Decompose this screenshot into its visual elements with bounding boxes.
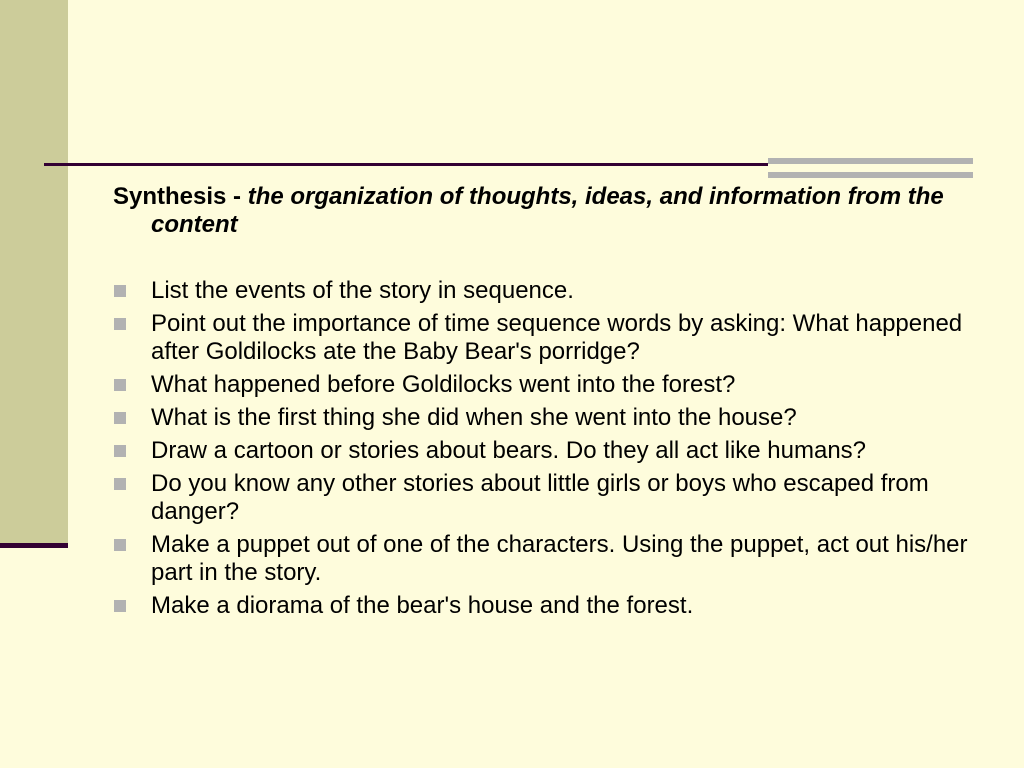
- list-item-text: What is the first thing she did when she went into the house?: [151, 404, 797, 431]
- list-item: [113, 592, 973, 620]
- list-item-text: Do you know any other stories about little girls or boys who escaped from danger?: [151, 470, 929, 525]
- list-item-text: Point out the importance of time sequence words by asking: What happened after Goldilocks ate the Baby Bear's porridge?: [151, 310, 963, 365]
- left-side-band: [0, 0, 68, 548]
- square-bullet-icon: [114, 478, 126, 490]
- list-item: [113, 404, 973, 432]
- heading-term: Synthesis -: [113, 183, 248, 210]
- square-bullet-icon: [114, 379, 126, 391]
- list-item: [113, 470, 973, 526]
- list-item-text: Make a puppet out of one of the characters. Using the puppet, act out his/her part in the story.: [151, 531, 968, 586]
- bullet-list: [113, 277, 973, 620]
- square-bullet-icon: [114, 285, 126, 297]
- list-item-text: Draw a cartoon or stories about bears. Do they all act like humans?: [151, 437, 867, 464]
- slide-heading: [113, 183, 973, 239]
- left-band-bottom-rule: [0, 543, 68, 548]
- list-item: [113, 371, 973, 399]
- square-bullet-icon: [114, 600, 126, 612]
- list-item-text: List the events of the story in sequence.: [151, 277, 574, 304]
- square-bullet-icon: [114, 539, 126, 551]
- square-bullet-icon: [114, 318, 126, 330]
- list-item-text: Make a diorama of the bear's house and the forest.: [151, 592, 694, 619]
- list-item: [113, 277, 973, 305]
- heading-definition: the organization of thoughts, ideas, and information from the content: [151, 183, 944, 238]
- list-item: [113, 437, 973, 465]
- accent-bar-bottom: [768, 172, 973, 178]
- list-item: [113, 531, 973, 587]
- square-bullet-icon: [114, 412, 126, 424]
- slide-content: [113, 183, 973, 625]
- list-item: [113, 310, 973, 366]
- list-item-text: What happened before Goldilocks went into the forest?: [151, 371, 736, 398]
- accent-bar-top: [768, 158, 973, 164]
- title-divider-rule: [44, 163, 768, 166]
- square-bullet-icon: [114, 445, 126, 457]
